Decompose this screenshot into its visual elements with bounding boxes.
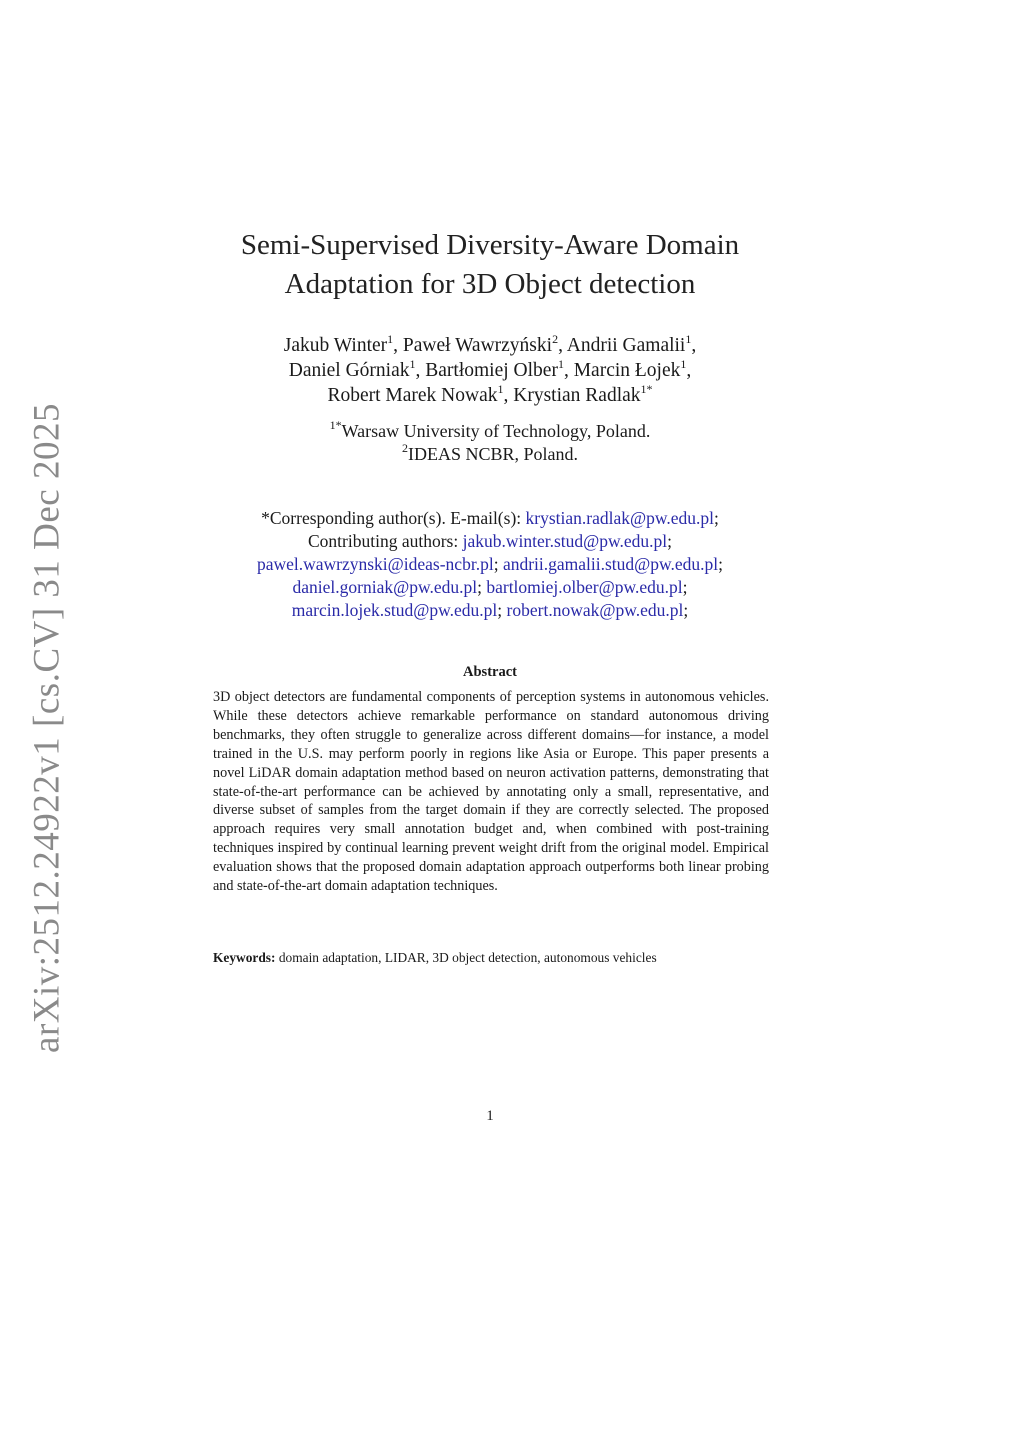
affiliations xyxy=(212,420,768,466)
author-line-2 xyxy=(212,358,768,383)
email-link[interactable]: robert.nowak@pw.edu.pl xyxy=(506,600,684,620)
keywords-text: domain adaptation, LIDAR, 3D object detection, autonomous vehicles xyxy=(275,950,657,965)
email-line: marcin.lojek.stud@pw.edu.pl; robert.nowak@pw.edu.pl; xyxy=(291,600,689,620)
contributing-line: Contributing authors: jakub.winter.stud@pw.edu.pl; xyxy=(308,531,672,551)
author-separator: , xyxy=(563,360,574,381)
author-name: Robert Marek Nowak xyxy=(327,385,498,406)
corresponding-line: *Corresponding author(s). E-mail(s): krystian.radlak@pw.edu.pl; xyxy=(261,508,719,528)
email-link[interactable]: marcin.lojek.stud@pw.edu.pl xyxy=(291,600,498,620)
keywords-label: Keywords: xyxy=(213,950,276,965)
affiliation-text: IDEAS NCBR, Poland. xyxy=(407,444,578,464)
author-affil-mark: 1 xyxy=(680,356,687,371)
affiliation-text: Warsaw University of Technology, Poland. xyxy=(341,421,651,441)
author-name: Paweł Wawrzyński xyxy=(402,335,553,356)
page-number: 1 xyxy=(486,1108,494,1124)
author-line-3 xyxy=(212,383,768,408)
affiliation-item xyxy=(212,420,768,443)
affiliation-mark: 1* xyxy=(329,418,342,432)
title-line-2: Adaptation for 3D Object detection xyxy=(284,268,696,300)
author-separator: , xyxy=(558,335,567,356)
author-affil-mark: 1 xyxy=(387,331,394,346)
author-separator: , xyxy=(503,385,514,406)
affiliation-mark: 2 xyxy=(401,441,408,455)
author-name: Daniel Górniak xyxy=(288,360,410,381)
affiliation-item xyxy=(212,443,768,466)
email-link[interactable]: bartlomiej.olber@pw.edu.pl xyxy=(486,577,683,597)
author-affil-mark: 1 xyxy=(557,356,564,371)
author-separator: , xyxy=(686,360,692,381)
author-list xyxy=(212,333,768,408)
author-separator: , xyxy=(415,360,426,381)
author-line-1 xyxy=(212,333,768,358)
paper-title xyxy=(212,226,768,304)
abstract-text: 3D object detectors are fundamental components of perception systems in autonomous vehicles. While these detectors achieve remarkable performance on standard autonomous driving benchmarks, they often struggle to generalize across different domains—for instance, a model trained in the U.S. may perform poorly in regions like Asia or Europe. This paper presents a novel LiDAR domain adaptation method based on neuron activation patterns, demonstrating that state-of-the-art performance can be achieved by annotating only a small, representative, and diverse subset of samples from the target domain if they are correctly selected. The proposed approach requires very small annotation budget and, when combined with post-training techniques inspired by continual learning prevent weight drift from the original model. Empirical evaluation shows that the proposed domain adaptation approach outperforms both linear probing and state-of-the-art domain adaptation techniques. xyxy=(213,689,769,895)
author-affil-mark: 1 xyxy=(409,356,416,371)
email-line: daniel.gorniak@pw.edu.pl; bartlomiej.olber@pw.edu.pl; xyxy=(292,577,688,597)
correspondence-block xyxy=(202,507,778,622)
abstract-heading: Abstract xyxy=(463,664,517,680)
author-affil-mark: 1 xyxy=(685,331,692,346)
author-affil-mark: 2 xyxy=(552,331,559,346)
arxiv-identifier-stamp: arXiv:2512.24922v1 [cs.CV] 31 Dec 2025 xyxy=(26,403,68,1053)
corresponding-email-link[interactable]: krystian.radlak@pw.edu.pl xyxy=(525,508,714,528)
author-name: Andrii Gamalii xyxy=(566,335,686,356)
keywords-line xyxy=(213,949,769,967)
author-affil-mark: 1* xyxy=(640,381,653,396)
author-name: Krystian Radlak xyxy=(513,385,641,406)
email-link[interactable]: daniel.gorniak@pw.edu.pl xyxy=(292,577,478,597)
author-name: Marcin Łojek xyxy=(573,360,681,381)
author-name: Bartłomiej Olber xyxy=(425,360,558,381)
contributing-label: Contributing authors: xyxy=(308,531,463,551)
author-separator: , xyxy=(691,335,697,356)
title-line-1: Semi-Supervised Diversity-Aware Domain xyxy=(240,229,740,261)
email-link[interactable]: jakub.winter.stud@pw.edu.pl xyxy=(462,531,668,551)
corresponding-label: *Corresponding author(s). E-mail(s): xyxy=(261,508,526,528)
email-link[interactable]: pawel.wawrzynski@ideas-ncbr.pl xyxy=(256,554,494,574)
author-affil-mark: 1 xyxy=(497,381,504,396)
email-line: pawel.wawrzynski@ideas-ncbr.pl; andrii.gamalii.stud@pw.edu.pl; xyxy=(256,554,724,574)
email-link[interactable]: andrii.gamalii.stud@pw.edu.pl xyxy=(502,554,719,574)
author-separator: , xyxy=(393,335,403,356)
author-name: Jakub Winter xyxy=(283,335,388,356)
